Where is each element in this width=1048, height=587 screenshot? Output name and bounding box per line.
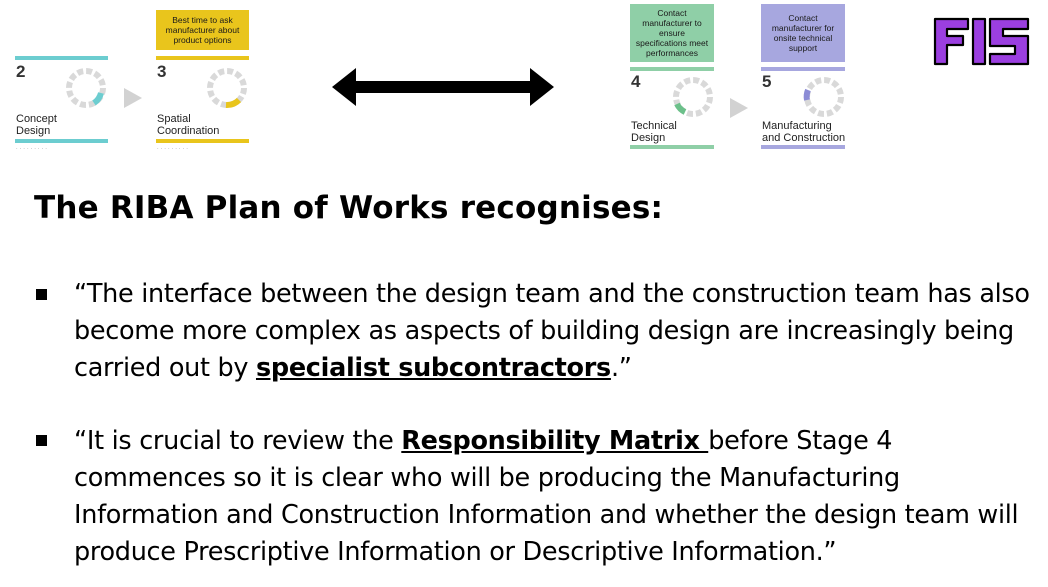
stage-4-number: 4 xyxy=(631,72,641,91)
bullet-text-2: “It is crucial to review the Responsibility Matrix before Stage 4 commences so it is clear who will be producing the Manufacturing Information and Construction Information and whether the design team will produce Prescriptive Information or Descriptive Information.” xyxy=(74,426,1019,567)
stage-2-number: 2 xyxy=(16,62,26,81)
stage-5-bottom-bar xyxy=(761,145,845,149)
bullet-marker-1 xyxy=(36,289,47,300)
stage-3-note: Best time to ask manufacturer about product options xyxy=(156,10,249,50)
stage-3-number: 3 xyxy=(157,62,167,81)
stage-5-note: Contact manufacturer for onsite technical support xyxy=(761,4,845,62)
stage-5-top-bar xyxy=(761,67,845,71)
stage-3-cropped-text: · · · · · · · · · xyxy=(157,146,189,152)
stage-2-bottom-bar xyxy=(15,139,108,143)
slide-heading: The RIBA Plan of Works recognises: xyxy=(34,190,664,226)
stage-4-label: Technical Design xyxy=(631,120,677,144)
stage-2-top-bar xyxy=(15,56,108,60)
stage-3-bottom-bar xyxy=(156,139,249,143)
arrow-2-3-icon xyxy=(124,88,142,108)
specialist-subcontractors-emphasis: specialist subcontractors xyxy=(255,353,611,383)
responsibility-matrix-emphasis: Responsibility Matrix xyxy=(401,426,709,456)
stage-4-bottom-bar xyxy=(630,145,714,149)
stage-5-number: 5 xyxy=(762,72,772,91)
bullet-text-1: “The interface between the design team and the construction team has also become more complex as aspects of building design are increasingly being carried out by specialist subcontractors.” xyxy=(74,279,1030,383)
stage-3-label: Spatial Coordination xyxy=(157,113,220,137)
stage-4-top-bar xyxy=(630,67,714,71)
stage-3-progress-ring xyxy=(204,65,250,111)
stage-2-progress-ring xyxy=(63,65,109,111)
fis-logo xyxy=(932,16,1032,68)
bullet-marker-2 xyxy=(36,435,47,446)
stage-5-label: Manufacturing and Construction xyxy=(762,120,846,144)
stage-4-note: Contact manufacturer to ensure specifications meet performances xyxy=(630,4,714,62)
stage-2-cropped-text: · · · · · · · · · xyxy=(16,146,48,152)
stage-2-label: Concept Design xyxy=(16,113,57,137)
stage-5-progress-ring xyxy=(801,74,847,120)
double-arrow-icon xyxy=(330,66,556,108)
stage-4-progress-ring xyxy=(670,74,716,120)
arrow-4-5-icon xyxy=(730,98,748,118)
stage-3-top-bar xyxy=(156,56,249,60)
